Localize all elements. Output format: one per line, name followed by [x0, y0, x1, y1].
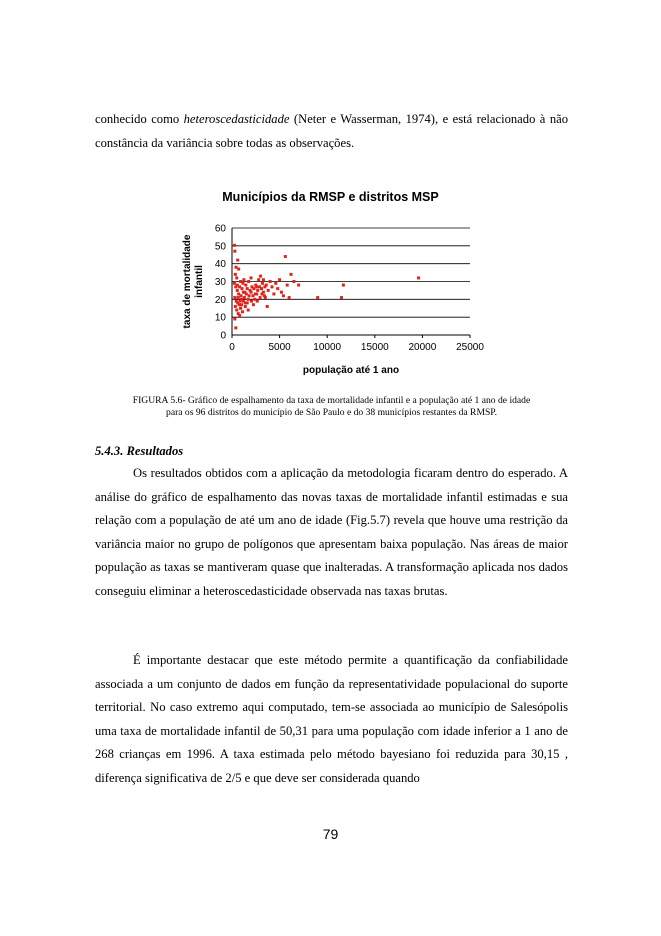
data-point	[260, 287, 263, 290]
data-point	[272, 292, 275, 295]
data-point	[234, 266, 237, 269]
data-point	[246, 287, 249, 290]
data-point	[250, 300, 253, 303]
x-tick-label: 15000	[360, 342, 389, 353]
data-point	[233, 244, 236, 247]
x-tick-label: 25000	[456, 342, 484, 353]
data-point	[247, 280, 250, 283]
data-point	[284, 255, 287, 258]
x-axis-label: população até 1 ano	[302, 365, 400, 376]
data-point	[237, 268, 240, 271]
data-point	[256, 300, 259, 303]
data-point	[238, 314, 241, 317]
intro-text-before: conhecido como	[95, 112, 184, 126]
data-point	[248, 294, 251, 297]
figure-caption	[95, 395, 568, 419]
scatter-chart	[160, 185, 500, 385]
x-tick-label: 0	[229, 342, 235, 353]
y-tick-label: 0	[220, 330, 226, 342]
y-tick-label: 20	[214, 294, 226, 306]
data-point	[259, 275, 262, 278]
page-number: 79	[322, 826, 339, 842]
data-point	[256, 289, 259, 292]
data-point	[263, 285, 266, 288]
x-tick-label: 5000	[268, 342, 291, 353]
data-point	[250, 291, 253, 294]
data-point	[286, 284, 289, 287]
data-point	[242, 291, 245, 294]
y-tick-label: 50	[214, 241, 226, 253]
data-point	[266, 305, 269, 308]
results-paragraph-1: Os resultados obtidos com a aplicação da metodologia ficaram dentro do esperado. A análise do gráfico de espalhamento das novas taxas de mortalidade infantil estimadas e sua relação com a população de até um ano de idade (Fig.5.7) revela que houve uma restrição da variância maior no grupo de polígonos que apresentam baixa população. Nas áreas de maior população as taxas se mantiveram quase que inalteradas. A transformação aplicada nos dados conseguiu eliminar a heteroscedasticidade observada nas taxas brutas.	[95, 466, 568, 598]
intro-term: heteroscedasticidade	[183, 112, 290, 126]
data-point	[264, 296, 267, 299]
data-point	[233, 250, 236, 253]
data-point	[259, 296, 262, 299]
data-point	[234, 305, 237, 308]
data-point	[244, 284, 247, 287]
data-point	[240, 298, 243, 301]
data-point	[340, 296, 343, 299]
y-axis-label: taxa de mortalidade	[182, 234, 193, 329]
y-axis-label: infantil	[194, 265, 205, 298]
x-tick-label: 20000	[408, 342, 437, 353]
y-tick-label: 30	[214, 277, 226, 288]
data-point	[236, 289, 239, 292]
data-point	[234, 273, 237, 276]
data-point	[276, 287, 279, 290]
data-point	[244, 301, 247, 304]
data-point	[238, 285, 241, 288]
y-tick-label: 40	[214, 259, 226, 271]
chart-title: Municípios da RMSP e distritos MSP	[222, 190, 439, 204]
data-point	[247, 298, 250, 301]
y-tick-label: 60	[214, 223, 226, 235]
data-point	[233, 317, 236, 320]
data-point	[240, 294, 243, 297]
data-point	[342, 284, 345, 287]
data-point	[239, 280, 242, 283]
data-point	[239, 307, 242, 310]
intro-paragraph	[95, 108, 568, 155]
data-point	[417, 276, 420, 279]
data-point	[250, 276, 253, 279]
caption-line-1: FIGURA 5.6- Gráfico de espalhamento da taxa de mortalidade infantil e a população até 1 ano de idade	[132, 395, 531, 406]
y-tick-label: 10	[214, 312, 226, 324]
data-point	[274, 282, 277, 285]
data-point	[257, 278, 260, 281]
section-heading: 5.4.3. Resultados	[95, 444, 184, 458]
data-point	[282, 294, 285, 297]
data-point	[292, 280, 295, 283]
data-point	[316, 296, 319, 299]
data-point	[278, 278, 281, 281]
intro-text-after: (Neter e Wasserman, 1974), e está relacionado à não constância da variância sobre todas as observações.	[95, 112, 569, 150]
data-point	[233, 282, 236, 285]
caption-line-2: para os 96 distritos do município de São Paulo e do 38 municípios restantes da RMSP.	[166, 407, 497, 418]
x-tick-label: 10000	[313, 342, 342, 353]
data-point	[255, 285, 258, 288]
data-point	[288, 296, 291, 299]
data-point	[267, 289, 270, 292]
data-point	[237, 296, 240, 299]
data-point	[269, 280, 272, 283]
data-point	[241, 310, 244, 313]
data-point	[244, 305, 247, 308]
data-point	[235, 276, 238, 279]
data-point	[254, 292, 257, 295]
results-paragraph-2: É importante destacar que este método permite a quantificação da confiabilidade associada a um conjunto de dados em função da representatividade populacional do suporte territorial. No caso extremo aqui computado, tem-se associada ao município de Salesópolis uma taxa de mortalidade infantil de 50,31 para uma população com idade inferior a 1 ano de 268 crianças em 1996. A taxa estimada pelo método bayesiano foi reduzida para 30,15 , diferença significativa de 2/5 e que deve ser considerada quando	[95, 653, 568, 785]
data-point	[252, 287, 255, 290]
data-point	[242, 278, 245, 281]
data-point	[233, 296, 236, 299]
chart-svg	[160, 185, 500, 385]
data-point	[252, 303, 255, 306]
data-point	[234, 326, 237, 329]
data-point	[243, 296, 246, 299]
data-point	[262, 278, 265, 281]
data-point	[290, 273, 293, 276]
data-point	[260, 292, 263, 295]
data-point	[280, 291, 283, 294]
data-point	[297, 284, 300, 287]
data-point	[236, 259, 239, 262]
data-point	[235, 309, 238, 312]
data-point	[238, 303, 241, 306]
data-point	[270, 285, 273, 288]
data-point	[261, 282, 264, 285]
data-point	[247, 309, 250, 312]
